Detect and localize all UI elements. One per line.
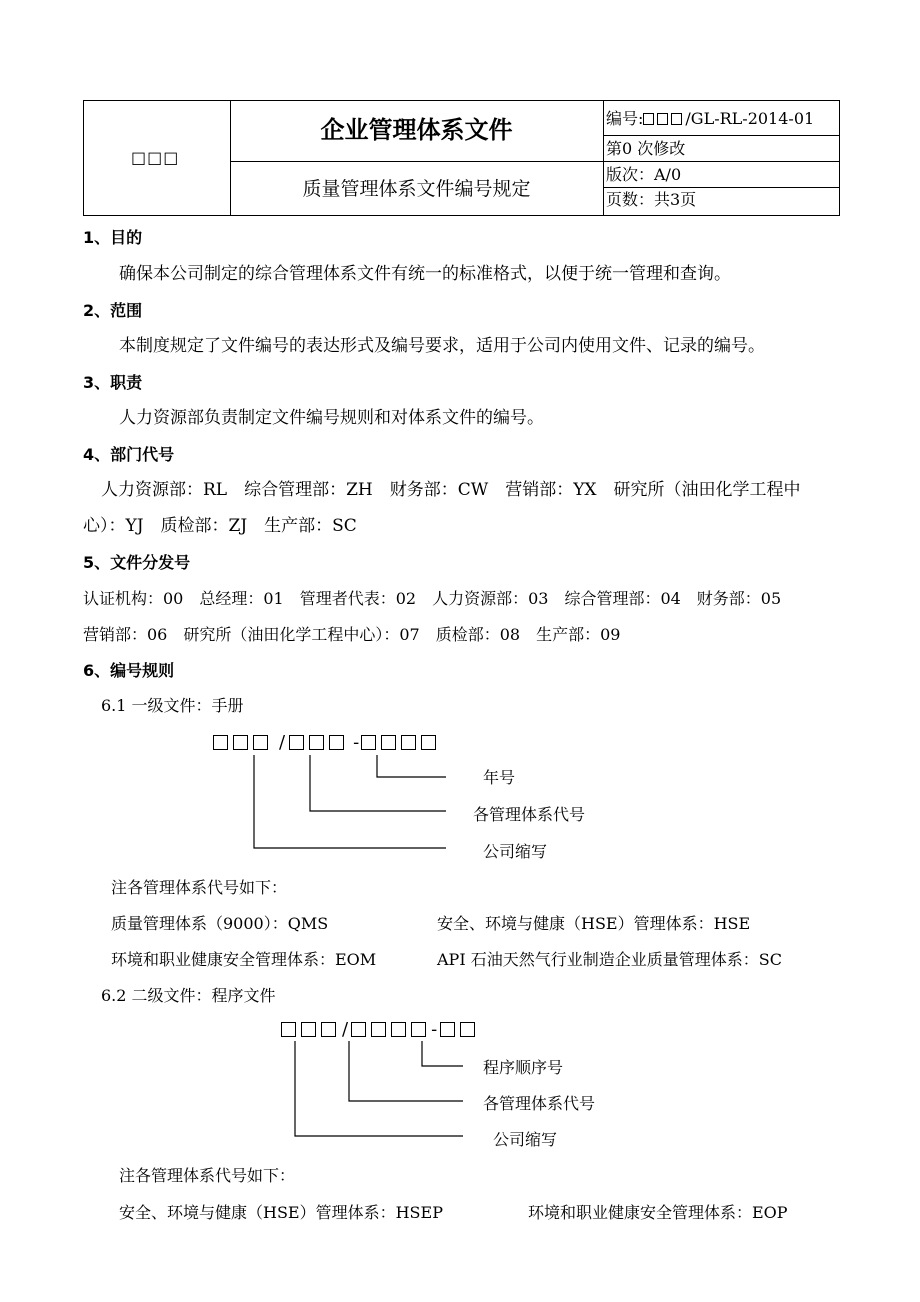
version: 版次：A/0 [606, 165, 682, 184]
doc-code [606, 109, 814, 129]
connector-year [377, 755, 446, 777]
connector-system [310, 755, 446, 811]
separator-slash: / [279, 732, 286, 753]
placeholder-box [301, 1022, 316, 1037]
placeholder-box [329, 735, 344, 750]
connector-company [254, 755, 446, 848]
header-divider [603, 101, 604, 215]
subsection-title: 6.2 二级文件：程序文件 [101, 986, 276, 1005]
placeholder-box [351, 1022, 366, 1037]
system-code-item: 环境和职业健康安全管理体系：EOP [528, 1203, 788, 1222]
label-company-abbr: 公司缩写 [483, 842, 548, 861]
section-title: 6、编号规则 [83, 661, 175, 680]
page-count: 页数：共3页 [606, 190, 697, 209]
system-code-item: 安全、环境与健康（HSE）管理体系：HSEP [119, 1203, 443, 1222]
placeholder-box [371, 1022, 386, 1037]
header-divider [603, 187, 839, 188]
placeholder-box [401, 735, 416, 750]
system-code-item: API 石油天然气行业制造企业质量管理体系：SC [437, 950, 782, 969]
section-body: 人力资源部负责制定文件编号规则和对体系文件的编号。 [119, 408, 544, 428]
placeholder-box [643, 113, 654, 125]
placeholder-box [657, 113, 668, 125]
section-title: 1、目的 [83, 228, 143, 247]
placeholder-box [391, 1022, 406, 1037]
system-code-item: 安全、环境与健康（HSE）管理体系：HSE [437, 914, 751, 933]
section-title: 5、文件分发号 [83, 553, 191, 572]
separator-dash: - [431, 1019, 438, 1040]
label-system-code: 各管理体系代号 [473, 805, 586, 824]
section-title: 3、职责 [83, 373, 143, 392]
header-divider [603, 161, 839, 162]
connector-company [295, 1041, 463, 1136]
placeholder-box [309, 735, 324, 750]
placeholder-box [361, 735, 376, 750]
section-title: 2、范围 [83, 301, 143, 320]
note: 注各管理体系代号如下： [119, 1166, 296, 1185]
placeholder-box [440, 1022, 455, 1037]
distribution-codes-line1: 认证机构：00 总经理：01 管理者代表：02 人力资源部：03 综合管理部：04 财务部：05 [83, 589, 782, 608]
label-year: 年号 [483, 768, 516, 787]
placeholder-box [233, 735, 248, 750]
subsection-title: 6.1 一级文件：手册 [101, 696, 244, 715]
system-code-item: 质量管理体系（9000）：QMS [111, 914, 329, 933]
placeholder-box [671, 113, 682, 125]
placeholder-box [253, 735, 268, 750]
system-code-item: 环境和职业健康安全管理体系：EOM [111, 950, 377, 969]
placeholder-box [321, 1022, 336, 1037]
code-value: /GL-RL-2014-01 [685, 109, 815, 128]
header-divider [603, 135, 839, 136]
note: 注各管理体系代号如下： [111, 878, 288, 897]
label-sequence: 程序顺序号 [483, 1058, 564, 1077]
placeholder-box [381, 735, 396, 750]
section-body: 本制度规定了文件编号的表达形式及编号要求，适用于公司内使用文件、记录的编号。 [119, 336, 765, 356]
code-format-6-2 [281, 1021, 480, 1039]
department-codes-line1: 人力资源部：RL 综合管理部：ZH 财务部：CW 营销部：YX 研究所（油田化学工程中 [101, 480, 801, 500]
placeholder-box [213, 735, 228, 750]
revision: 第0 次修改 [606, 139, 686, 158]
company-placeholder: □□□ [131, 148, 180, 167]
bracket-lines-6-2 [285, 1038, 475, 1142]
distribution-codes-line2: 营销部：06 研究所（油田化学工程中心）：07 质检部：08 生产部：09 [83, 625, 621, 644]
section-title: 4、部门代号 [83, 445, 175, 464]
connector-sequence [422, 1041, 463, 1066]
document-header-table [83, 100, 840, 216]
separator-dash: - [353, 732, 360, 753]
header-divider [230, 161, 603, 162]
placeholder-box [411, 1022, 426, 1037]
code-label: 编号: [606, 109, 644, 128]
placeholder-box [281, 1022, 296, 1037]
doc-name: 质量管理体系文件编号规定 [302, 178, 531, 200]
label-company-abbr: 公司缩写 [493, 1130, 558, 1149]
placeholder-box [460, 1022, 475, 1037]
connector-system [349, 1041, 463, 1101]
department-codes-line2: 心）：YJ 质检部：ZJ 生产部：SC [83, 516, 357, 536]
bracket-lines-6-1 [240, 750, 460, 854]
separator-slash: / [342, 1019, 349, 1040]
doc-type-title: 企业管理体系文件 [320, 116, 513, 144]
section-body: 确保本公司制定的综合管理体系文件有统一的标准格式，以便于统一管理和查询。 [119, 264, 731, 284]
label-system-code: 各管理体系代号 [483, 1094, 596, 1113]
placeholder-box [421, 735, 436, 750]
placeholder-box [289, 735, 304, 750]
